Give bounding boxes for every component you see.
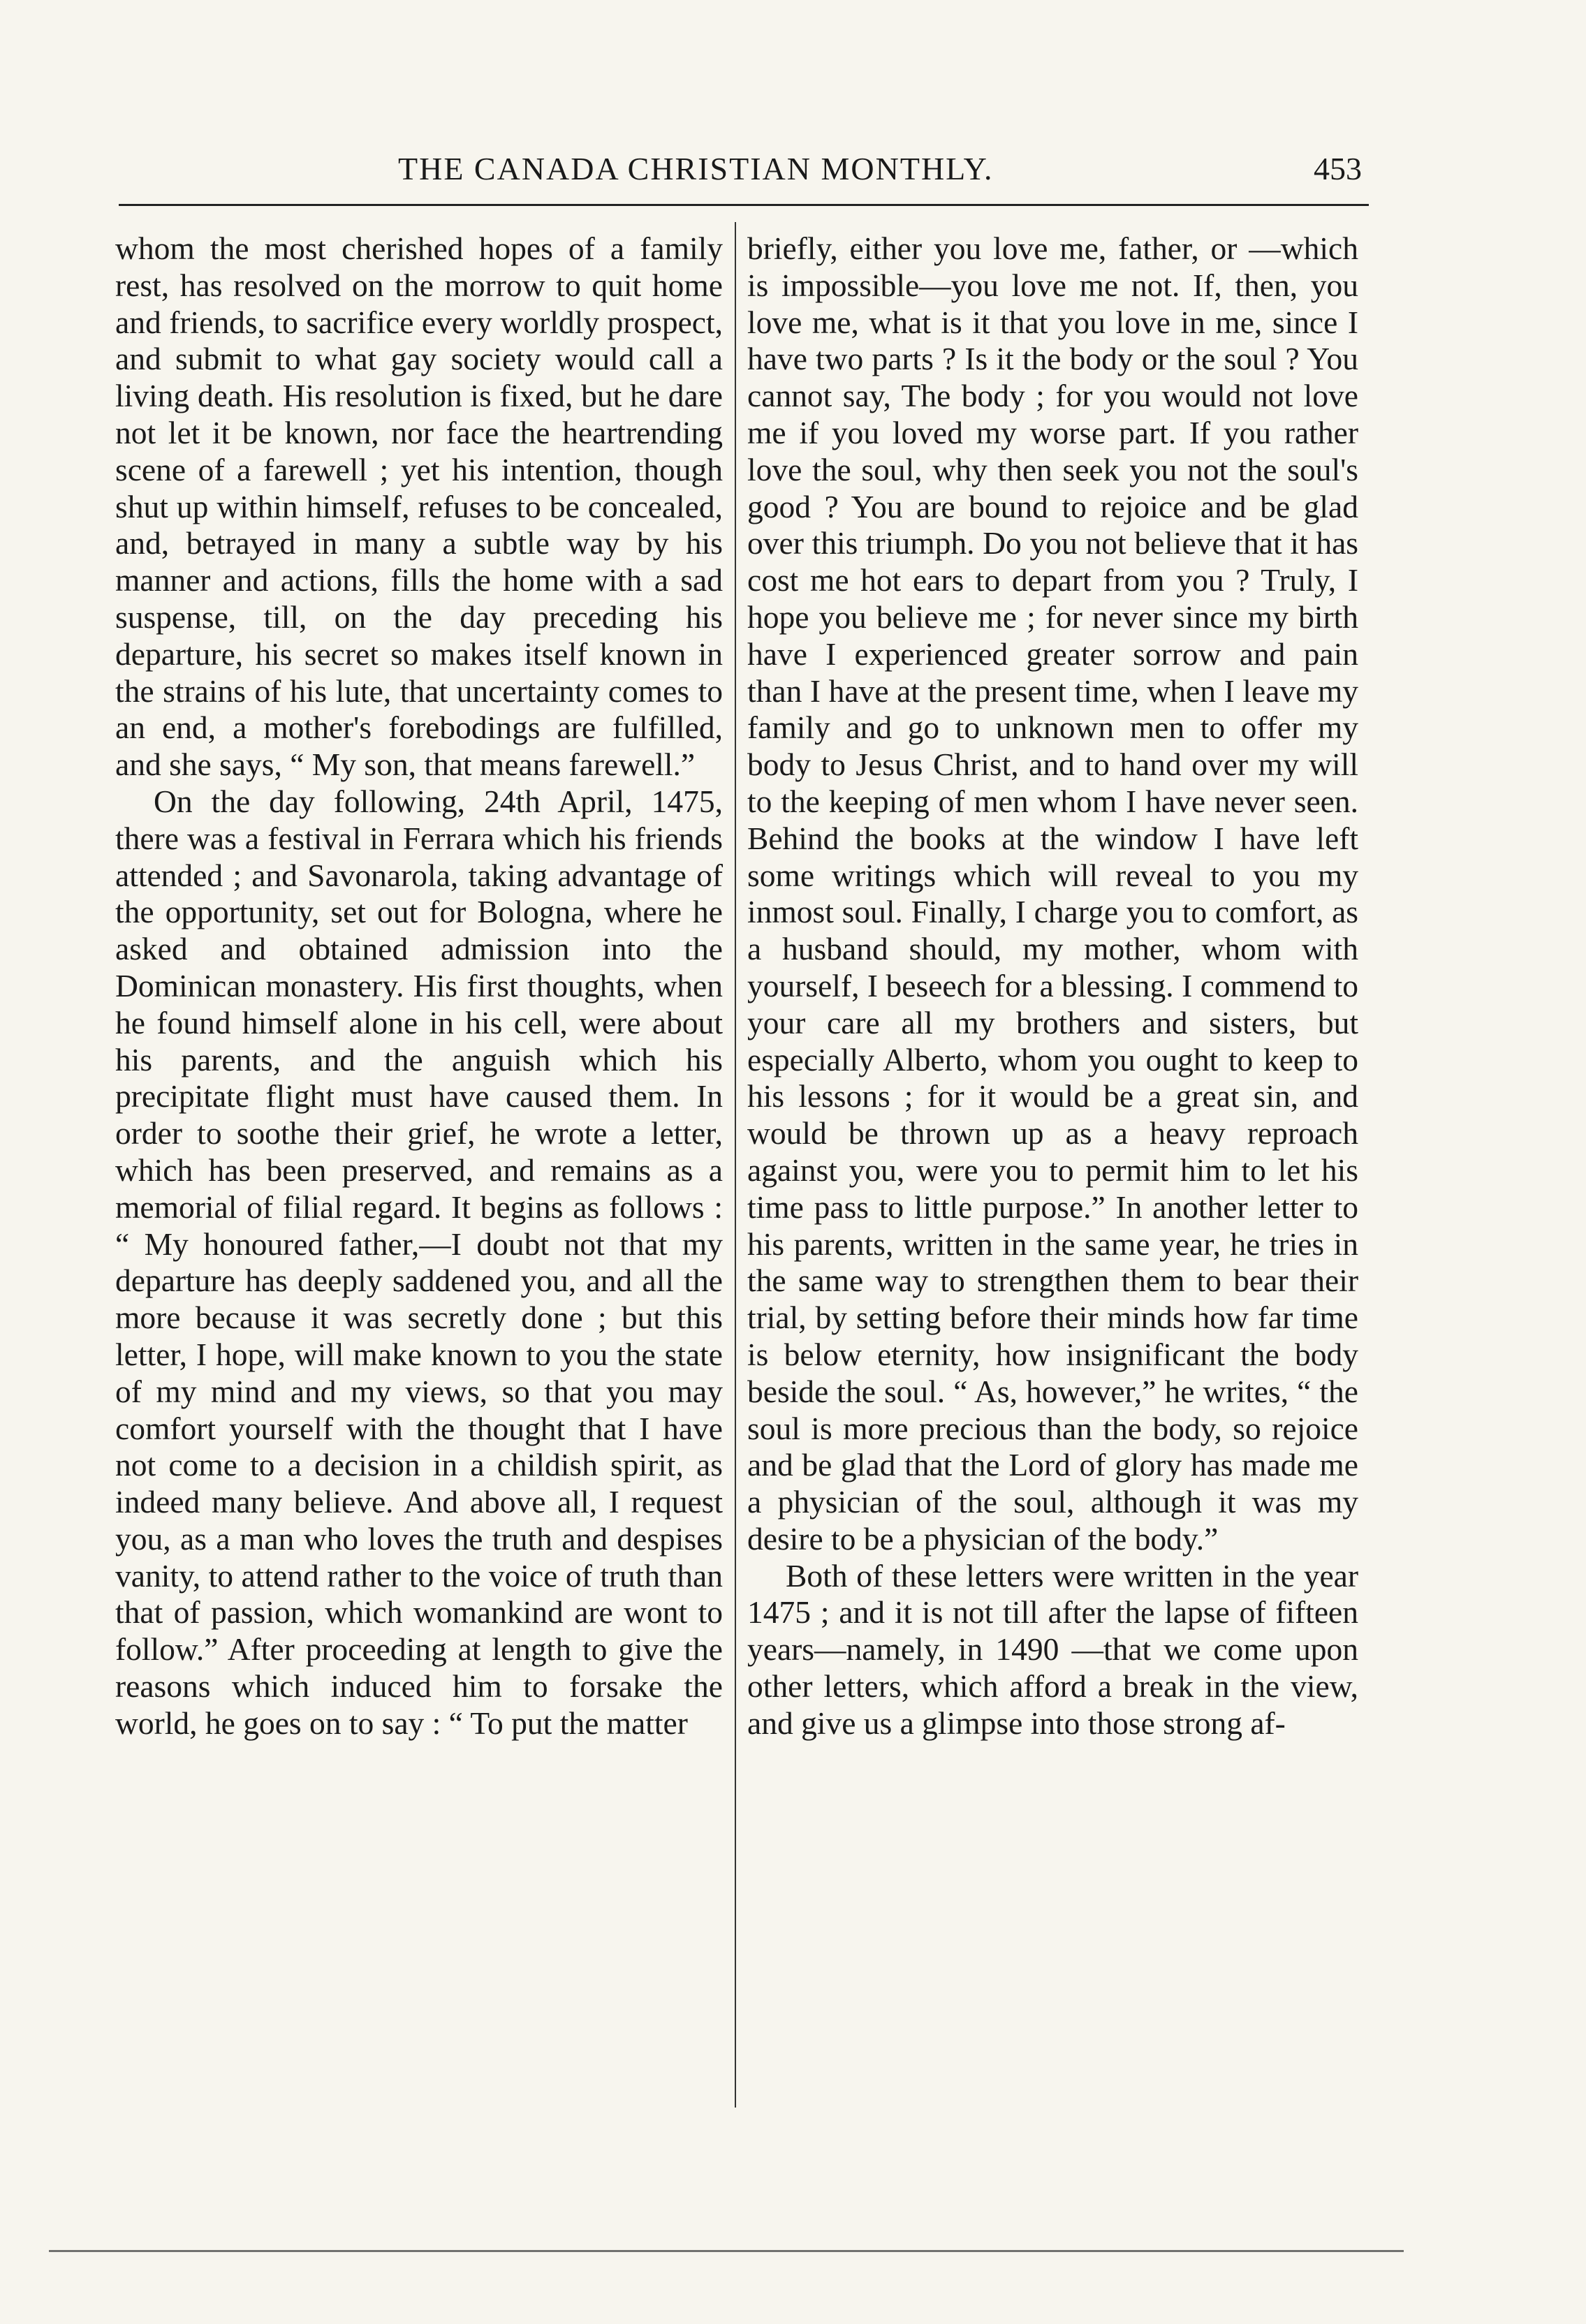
bottom-rule bbox=[49, 2250, 1404, 2252]
paragraph: whom the most cherished hopes of a family rest, has resolved on the morrow to quit home and friends, to sacrifice every worldly prospect, and submit to what gay society would call a living death. His resolution is fixed, but he dare not let it be known, nor face the heartrending scene of a farewell ; yet his intention, though shut up within himself, refuses to be concealed, and, betrayed in many a subtle way by his manner and actions, fills the home with a sad suspense, till, on the day preceding his departure, his secret so makes itself known in the strains of his lute, that uncertainty comes to an end, a mother's forebodings are fulfilled, and she says, “ My son, that means farewell.” bbox=[115, 230, 723, 783]
right-column bbox=[747, 230, 1358, 1742]
journal-title: THE CANADA CHRISTIAN MONTHLY. bbox=[398, 151, 994, 186]
header-rule bbox=[119, 204, 1369, 206]
column-divider bbox=[735, 222, 736, 2108]
paragraph: On the day following, 24th April, 1475, there was a festival in Ferrara which his friends attended ; and Savonarola, taking advantage of the opportunity, set out for Bologna, where he asked and obtained admission into the Dominican monastery. His first thoughts, when he found himself alone in his cell, were about his parents, and the anguish which his precipitate flight must have caused them. In order to soothe their grief, he wrote a letter, which has been preserved, and remains as a memorial of filial regard. It begins as follows : “ My honoured father,—I doubt not that my departure has deeply saddened you, and all the more because it was secretly done ; but this letter, I hope, will make known to you the state of my mind and my views, so that you may comfort yourself with the thought that I have not come to a decision in a childish spirit, as indeed many believe. And above all, I request you, as a man who loves the truth and despises vanity, to attend rather to the voice of truth than that of passion, which womankind are wont to follow.” After proceeding at length to give the reasons which induced him to forsake the world, he goes on to say : “ To put the matter bbox=[115, 783, 723, 1741]
paragraph: Both of these letters were written in the year 1475 ; and it is not till after the lapse of fifteen years—namely, in 1490 —that we come upon other letters, which afford a break in the view, and give us a glimpse into those strong af- bbox=[747, 1557, 1358, 1741]
running-header bbox=[119, 150, 1362, 192]
paragraph: briefly, either you love me, father, or —which is impossible—you love me not. If, then, you love me, what is it that you love in me, since I have two parts ? Is it the body or the soul ? You cannot say, The body ; for you would not love me if you loved my worse part. If you rather love the soul, why then seek you not the soul's good ? You are bound to rejoice and be glad over this triumph. Do you not believe that it has cost me hot ears to depart from you ? Truly, I hope you believe me ; for never since my birth have I experienced greater sorrow and pain than I have at the present time, when I leave my family and go to unknown men to offer my body to Jesus Christ, and to hand over my will to the keeping of men whom I have never seen. Behind the books at the window I have left some writings which will reveal to you my inmost soul. Finally, I charge you to comfort, as a husband should, my mother, whom with yourself, I beseech for a blessing. I commend to your care all my brothers and sisters, but especially Alberto, whom you ought to keep to his lessons ; for it would be a great sin, and would be thrown up as a heavy reproach against you, were you to permit him to let his time pass to little purpose.” In another letter to his parents, written in the same year, he tries in the same way to strengthen them to bear their trial, by setting before their minds how far time is below eternity, how insignificant the body beside the soul. “ As, however,” he writes, “ the soul is more precious than the body, so rejoice and be glad that the Lord of glory has made me a physician of the soul, although it was my desire to be a physician of the body.” bbox=[747, 230, 1358, 1557]
page-number: 453 bbox=[1314, 151, 1362, 186]
left-column bbox=[115, 230, 723, 1742]
